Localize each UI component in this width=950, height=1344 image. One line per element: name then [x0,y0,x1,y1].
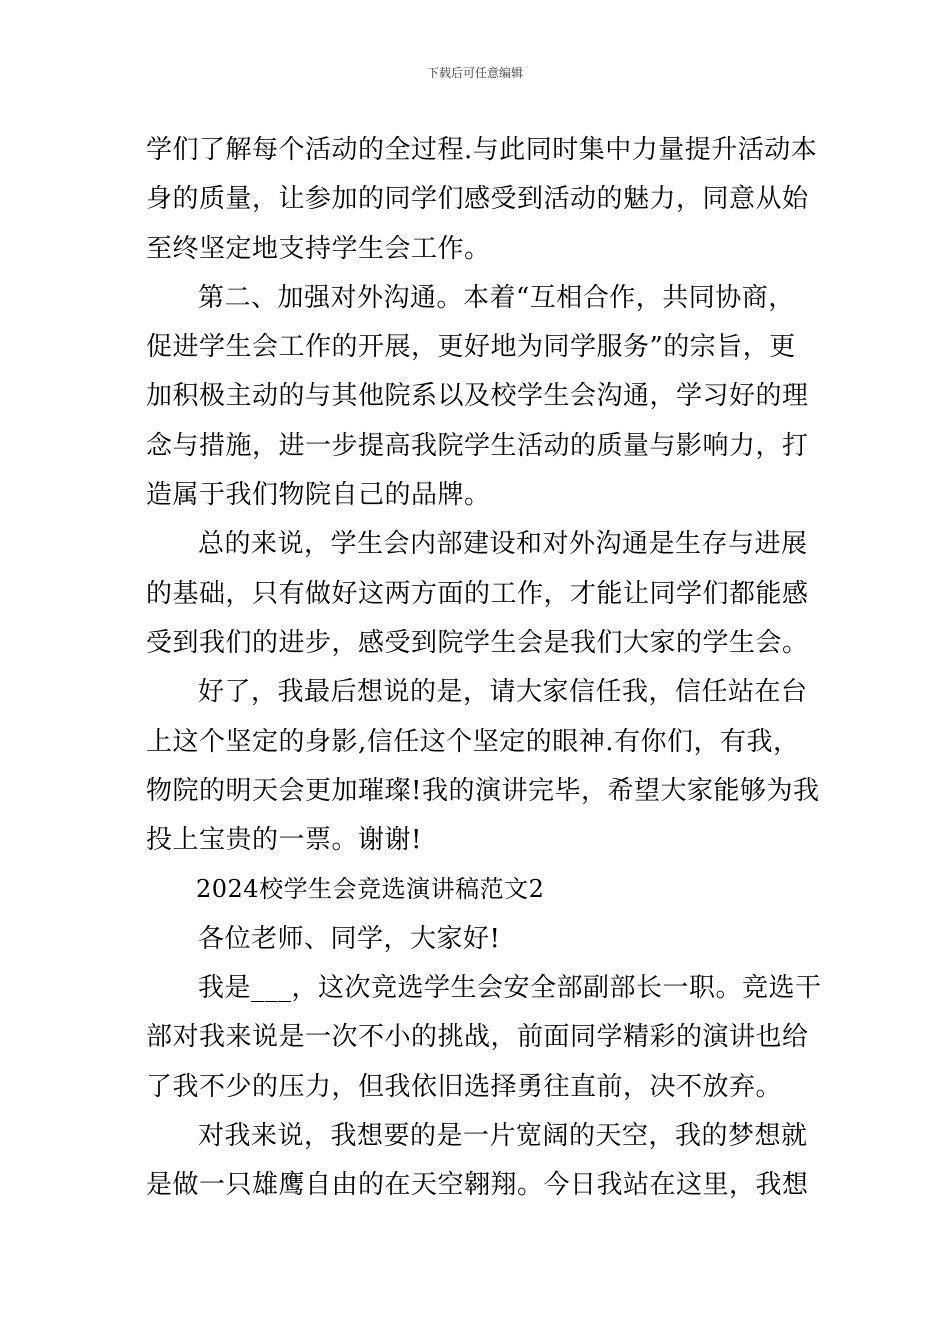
text-line: 念与措施，进一步提高我院学生活动的质量与影响力，打 [146,430,809,461]
text-line: 部对我来说是一次不小的挑战，前面同学精彩的演讲也给 [146,1022,809,1053]
text-line: 了我不少的压力，但我依旧选择勇往直前，决不放弃。 [146,1071,783,1102]
text-line: 总的来说，学生会内部建设和对外沟通是生存与进展 [198,529,808,560]
page-header: 下载后可任意编辑 [426,66,523,80]
text-line: 各位老师、同学，大家好! [198,923,501,954]
text-line: 促进学生会工作的开展，更好地为同学服务”的宗旨，更 [146,332,796,363]
text-line: 我是___，这次竞选学生会安全部副部长一职。竞选干 [198,973,822,1004]
document-body [146,126,822,1211]
text-line: 至终坚定地支持学生会工作。 [146,233,491,264]
text-line: 的基础，只有做好这两方面的工作，才能让同学们都能感 [146,578,809,609]
text-line: 造属于我们物院自己的品牌。 [146,480,491,511]
text-line: 对我来说，我想要的是一片宽阔的天空，我的梦想就 [198,1120,808,1151]
text-line: 上这个坚定的身影,信任这个坚定的眼神.有你们，有我， [146,726,800,757]
text-line: 是做一只雄鹰自由的在天空翱翔。今日我站在这里，我想 [146,1170,809,1201]
text-line: 学们了解每个活动的全过程.与此同时集中力量提升活动本 [146,135,818,165]
text-line: 身的质量，让参加的同学们感受到活动的魅力，同意从始 [146,184,809,215]
text-line: 加积极主动的与其他院系以及校学生会沟通，学习好的理 [146,381,809,412]
text-line: 物院的明天会更加璀璨!我的演讲完毕，希望大家能够为我 [146,775,820,806]
text-line: 好了，我最后想说的是，请大家信任我，信任站在台 [198,677,808,708]
text-line: 第二、加强对外沟通。本着“互相合作，共同协商， [198,282,795,313]
text-line: 投上宝贵的一票。谢谢! [146,825,422,856]
section-heading: 2024校学生会竞选演讲稿范文2 [196,875,545,904]
text-line: 受到我们的进步，感受到院学生会是我们大家的学生会。 [146,627,809,658]
